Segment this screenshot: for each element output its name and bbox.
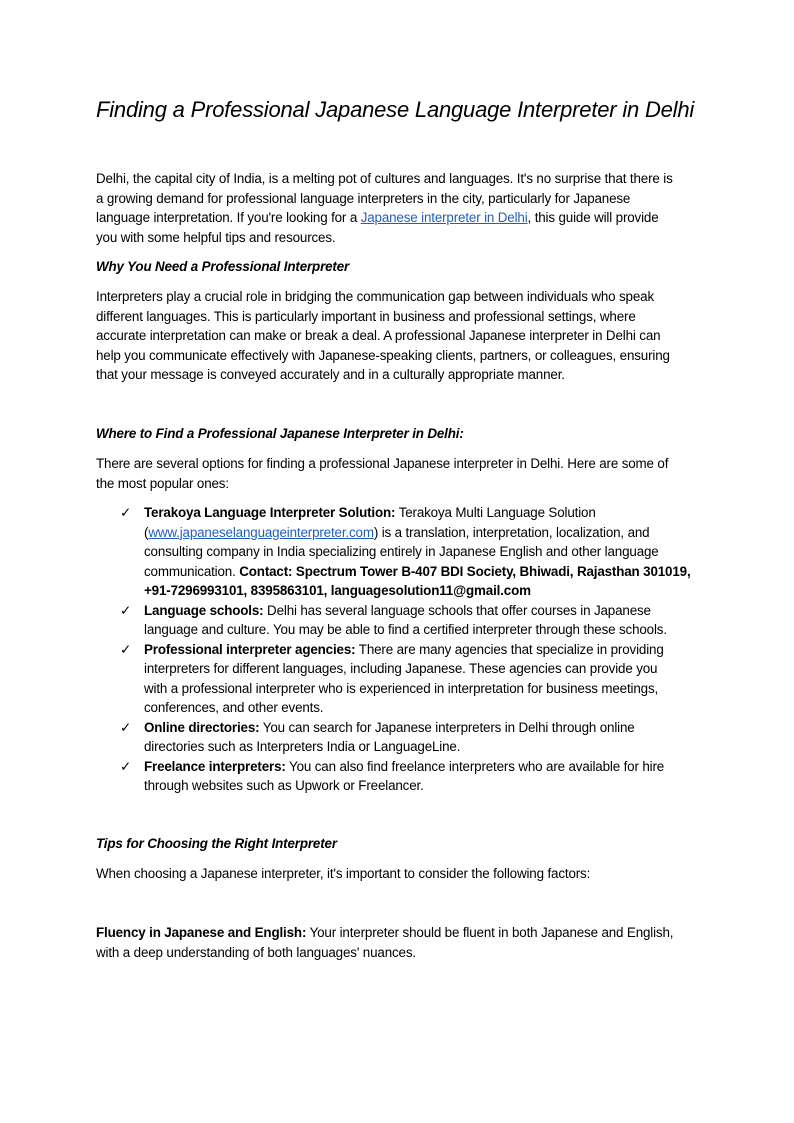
bold-text: Freelance interpreters: xyxy=(144,758,286,774)
section-heading xyxy=(96,257,349,277)
paragraph xyxy=(96,169,673,247)
text-run: you with some helpful tips and resources. xyxy=(96,229,336,245)
text-line xyxy=(96,208,673,228)
text-run: interpreters for different languages, including Japanese. These agencies can provide you xyxy=(144,661,658,676)
bold-text: Where to Find a Professional Japanese Interpreter in Delhi: xyxy=(96,426,464,441)
text-run: Terakoya Multi Language Solution xyxy=(395,505,596,520)
text-line xyxy=(96,523,691,543)
text-line xyxy=(96,737,691,757)
bold-text: Contact: Spectrum Tower B-407 BDI Society, Bhiwadi, Rajasthan 301019, xyxy=(239,563,691,579)
text-line xyxy=(96,169,673,189)
hyperlink[interactable]: Japanese interpreter in Delhi xyxy=(360,210,528,225)
text-line xyxy=(96,424,464,444)
text-run: Interpreters play a crucial role in bridging the communication gap between individuals who speak xyxy=(96,289,654,304)
list-item xyxy=(96,503,691,601)
bold-text: Terakoya Language Interpreter Solution: xyxy=(144,505,396,520)
text-line xyxy=(96,581,691,601)
text-run: language interpretation. If you're looking for a xyxy=(96,210,361,225)
text-line xyxy=(96,698,691,718)
text-run: through websites such as Upwork or Freelancer. xyxy=(144,778,424,793)
bold-text: Why You Need a Professional Interpreter xyxy=(96,259,350,274)
bullet-list xyxy=(96,503,691,796)
text-run: accurate interpretation can make or break a deal. A professional Japanese interpreter in Delhi can xyxy=(96,328,661,343)
list-item xyxy=(96,757,691,796)
text-line xyxy=(96,834,337,854)
text-line xyxy=(96,365,670,385)
list-item xyxy=(96,601,691,640)
bold-text: Professional interpreter agencies: xyxy=(144,641,356,657)
text-line xyxy=(96,943,673,963)
text-run: Delhi has several language schools that offer courses in Japanese xyxy=(263,602,651,618)
bold-text: Tips for Choosing the Right Interpreter xyxy=(96,836,337,851)
text-run: the most popular ones: xyxy=(96,475,229,491)
paragraph xyxy=(96,454,668,493)
text-line xyxy=(96,503,691,523)
list-item xyxy=(96,640,691,718)
text-line xyxy=(96,679,691,699)
text-line xyxy=(96,601,691,621)
text-run: conferences, and other events. xyxy=(144,700,324,715)
text-line xyxy=(96,307,670,327)
text-line xyxy=(96,659,691,679)
text-run: different languages. This is particularly important in business and professional settings, where xyxy=(96,308,636,324)
bold-text: Online directories: xyxy=(144,719,260,735)
text-line xyxy=(96,542,691,562)
text-line xyxy=(96,718,691,738)
checkmark-icon: ✓ xyxy=(120,758,132,774)
paragraph xyxy=(96,864,590,884)
document-title: Finding a Professional Japanese Language Interpreter in Delhi xyxy=(96,97,695,122)
text-line xyxy=(96,776,691,796)
section-heading xyxy=(96,424,464,444)
bold-text: Language schools: xyxy=(144,602,264,618)
checkmark-icon: ✓ xyxy=(120,505,132,520)
paragraph xyxy=(96,923,673,962)
text-run: help you communicate effectively with Japanese-speaking clients, partners, or colleagues, ensuring xyxy=(96,347,670,363)
text-run: directories such as Interpreters India or LanguageLine. xyxy=(144,739,461,754)
text-line xyxy=(96,326,670,346)
text-run: , this guide will provide xyxy=(527,210,659,225)
text-run: with a deep understanding of both languages' nuances. xyxy=(96,944,416,960)
text-run: communication. xyxy=(144,563,240,579)
text-line xyxy=(96,864,590,884)
text-line xyxy=(96,640,691,660)
text-run: There are many agencies that specialize in providing xyxy=(355,641,664,657)
text-line xyxy=(96,620,691,640)
text-line xyxy=(96,757,691,777)
list-item xyxy=(96,718,691,757)
paragraph xyxy=(96,287,670,385)
text-line xyxy=(96,474,668,494)
text-line xyxy=(96,562,691,582)
checkmark-icon: ✓ xyxy=(120,719,132,735)
text-run: ( xyxy=(144,524,149,540)
hyperlink[interactable]: www.japaneselanguageinterpreter.com xyxy=(148,524,374,540)
text-line xyxy=(96,454,668,474)
text-run: language and culture. You may be able to find a certified interpreter through these schools. xyxy=(144,622,667,637)
text-line xyxy=(96,923,673,943)
section-heading xyxy=(96,834,337,854)
text-line xyxy=(96,189,673,209)
text-line xyxy=(96,257,349,277)
bold-text: +91-7296993101, 8395863101, languagesolution11@gmail.com xyxy=(144,583,531,598)
text-run: ) is a translation, interpretation, localization, and xyxy=(373,524,650,540)
text-run: Delhi, the capital city of India, is a melting pot of cultures and languages. It's no surprise that there is xyxy=(96,171,673,186)
text-line xyxy=(96,228,673,248)
text-run: with a professional interpreter who is experienced in interpretation for business meetings, xyxy=(144,680,659,696)
bold-text: Fluency in Japanese and English: xyxy=(96,925,307,940)
text-run: You can search for Japanese interpreters in Delhi through online xyxy=(259,719,635,735)
text-run: When choosing a Japanese interpreter, it's important to consider the following factors: xyxy=(96,866,591,881)
text-line xyxy=(96,346,670,366)
text-run: There are several options for finding a professional Japanese interpreter in Delhi. Here are some of xyxy=(96,456,669,471)
text-run: that your message is conveyed accurately and in a culturally appropriate manner. xyxy=(96,367,565,382)
text-run: Your interpreter should be fluent in both Japanese and English, xyxy=(306,925,674,940)
text-run: consulting company in India specializing entirely in Japanese English and other language xyxy=(144,544,659,559)
text-run: You can also find freelance interpreters who are available for hire xyxy=(285,758,665,774)
checkmark-icon: ✓ xyxy=(120,602,132,618)
text-run: a growing demand for professional language interpreters in the city, particularly for Japanese xyxy=(96,190,631,206)
checkmark-icon: ✓ xyxy=(120,641,132,657)
text-line xyxy=(96,287,670,307)
